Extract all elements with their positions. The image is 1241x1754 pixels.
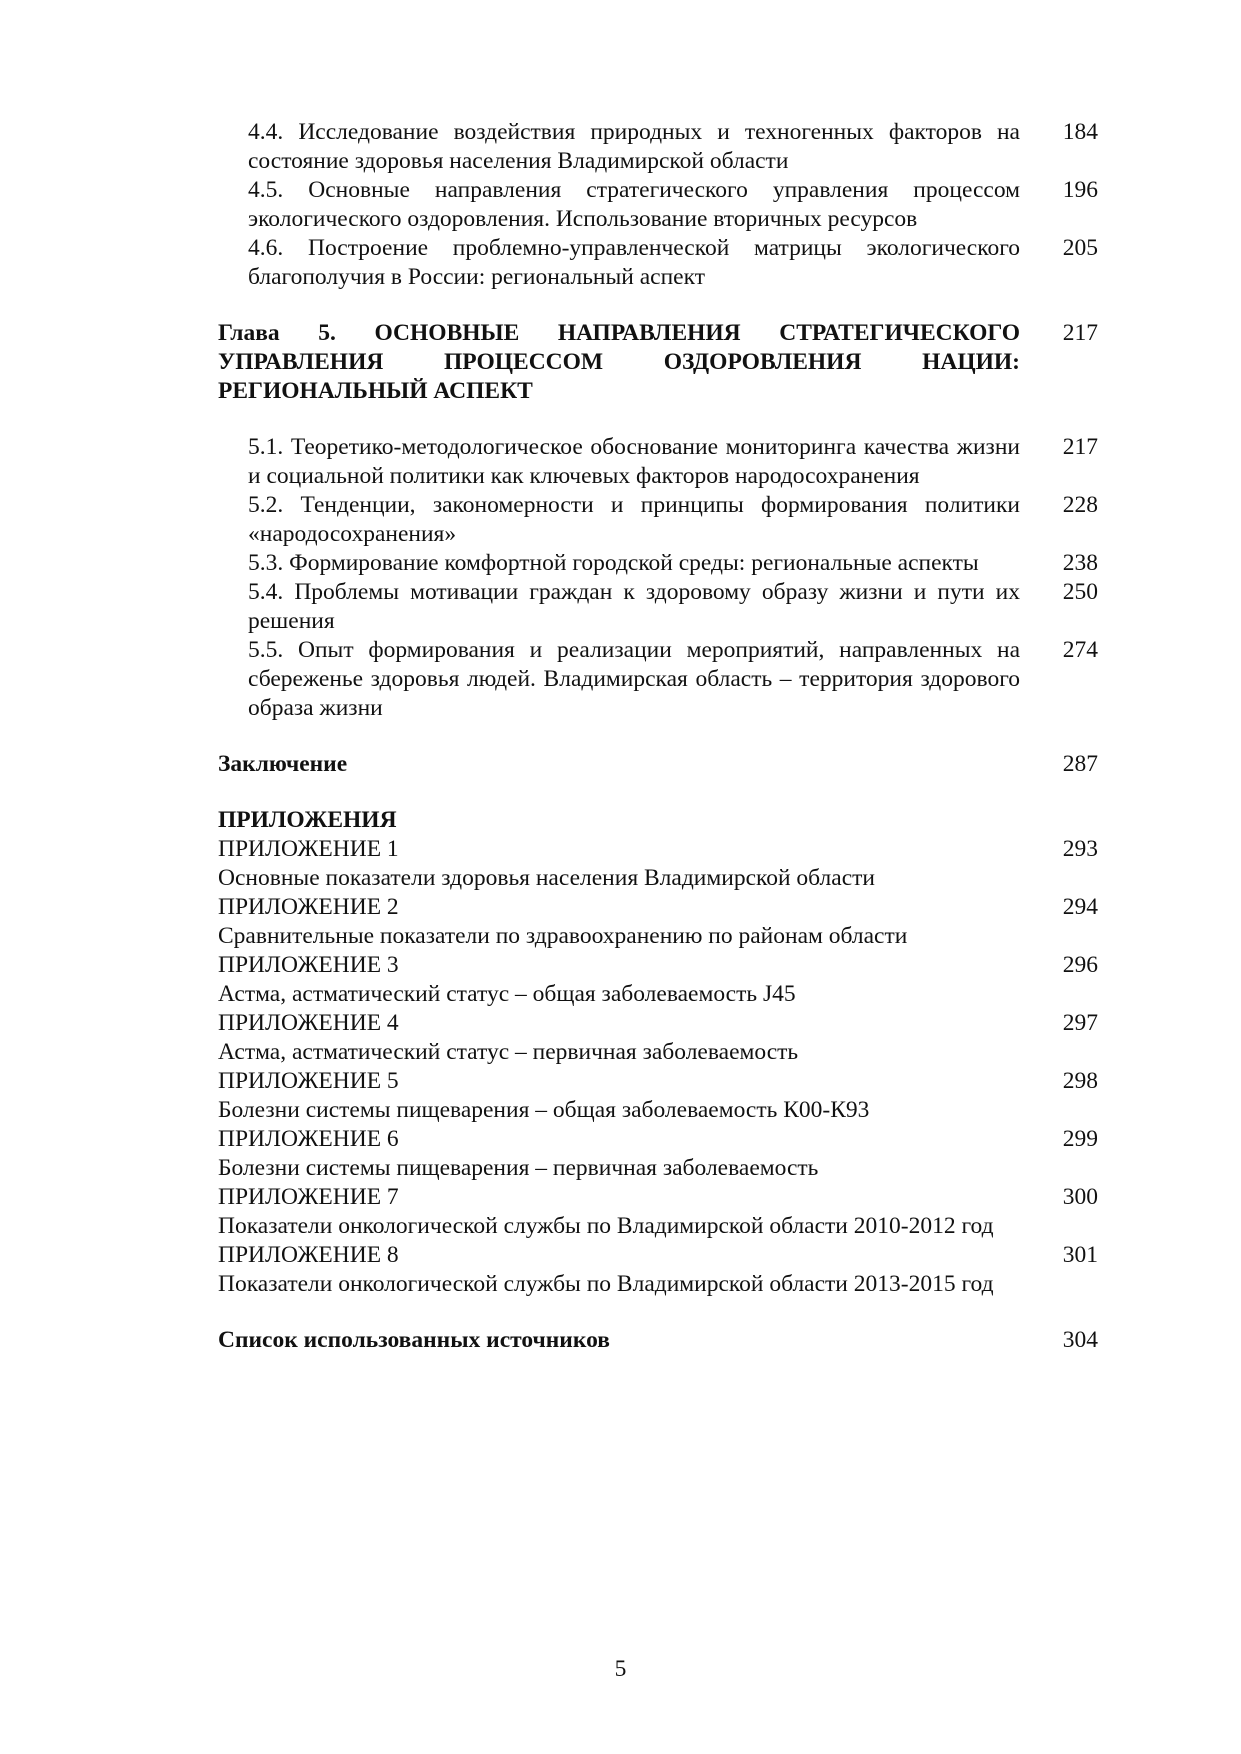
toc-entry-page: 217 — [1062, 320, 1098, 346]
sources-title: Список использованных источников — [218, 1327, 610, 1353]
conclusion-title: Заключение — [218, 751, 348, 777]
chapter-title: Глава 5. ОСНОВНЫЕ НАПРАВЛЕНИЯ СТРАТЕГИЧЕСКОГО УПРАВЛЕНИЯ ПРОЦЕССОМ ОЗДОРОВЛЕНИЯ НАЦИИ: РЕГИОНАЛЬНЫЙ АСПЕКТ — [218, 320, 1020, 404]
appendix-description: Показатели онкологической службы по Владимирской области 2010-2012 год — [218, 1213, 994, 1239]
toc-entry-5-1 — [218, 433, 1098, 491]
appendix-5-header — [218, 1067, 1098, 1096]
toc-entry-page: 228 — [1062, 492, 1098, 518]
appendix-1-header — [218, 835, 1098, 864]
toc-entry-5-5 — [218, 636, 1098, 723]
toc-entry-page: 301 — [1062, 1242, 1098, 1268]
toc-entry-title: 5.4. Проблемы мотивации граждан к здоровому образу жизни и пути их решения — [248, 579, 1020, 634]
appendix-4-header — [218, 1009, 1098, 1038]
appendix-label: ПРИЛОЖЕНИЕ 7 — [218, 1184, 399, 1210]
appendix-label: ПРИЛОЖЕНИЕ 3 — [218, 952, 399, 978]
toc-entry-page: 184 — [1062, 119, 1098, 145]
table-of-contents — [218, 118, 1098, 1355]
toc-entry-page: 250 — [1062, 579, 1098, 605]
toc-entry-title: 4.6. Построение проблемно-управленческой матрицы экологического благополучия в России: региональный аспект — [248, 235, 1020, 290]
appendices-title: ПРИЛОЖЕНИЯ — [218, 807, 397, 833]
toc-entry-4-6 — [218, 234, 1098, 292]
appendix-label: ПРИЛОЖЕНИЕ 5 — [218, 1068, 399, 1094]
appendix-label: ПРИЛОЖЕНИЕ 4 — [218, 1010, 399, 1036]
toc-entry-page: 299 — [1062, 1126, 1098, 1152]
toc-chapter-5 — [218, 319, 1098, 406]
toc-entry-4-5 — [218, 176, 1098, 234]
appendix-6-header — [218, 1125, 1098, 1154]
appendix-2-header — [218, 893, 1098, 922]
toc-entry-page: 304 — [1062, 1327, 1098, 1353]
toc-entry-page: 298 — [1062, 1068, 1098, 1094]
toc-entry-4-4 — [218, 118, 1098, 176]
appendix-description: Сравнительные показатели по здравоохранению по районам области — [218, 923, 908, 949]
appendix-label: ПРИЛОЖЕНИЕ 2 — [218, 894, 399, 920]
toc-entry-5-4 — [218, 578, 1098, 636]
appendix-description: Показатели онкологической службы по Владимирской области 2013-2015 год — [218, 1271, 994, 1297]
toc-entry-title: 4.4. Исследование воздействия природных и техногенных факторов на состояние здоровья населения Владимирской области — [248, 119, 1020, 174]
toc-entry-page: 274 — [1062, 637, 1098, 663]
toc-entry-page: 217 — [1062, 434, 1098, 460]
appendix-description: Болезни системы пищеварения – первичная заболеваемость — [218, 1155, 819, 1181]
appendix-description: Болезни системы пищеварения – общая заболеваемость К00-К93 — [218, 1097, 870, 1123]
appendix-description: Астма, астматический статус – первичная заболеваемость — [218, 1039, 799, 1065]
appendix-description: Астма, астматический статус – общая заболеваемость J45 — [218, 981, 796, 1007]
appendix-label: ПРИЛОЖЕНИЕ 1 — [218, 836, 399, 862]
toc-entry-title: 5.1. Теоретико-методологическое обоснование мониторинга качества жизни и социальной политики как ключевых факторов народосохранения — [248, 434, 1020, 489]
toc-entry-page: 300 — [1062, 1184, 1098, 1210]
toc-entry-page: 238 — [1062, 550, 1098, 576]
page-number: 5 — [614, 1656, 627, 1682]
toc-entry-title: 4.5. Основные направления стратегического управления процессом экологического оздоровления. Использование вторичных ресурсов — [248, 177, 1020, 232]
toc-conclusion — [218, 750, 1098, 779]
appendices-section — [218, 806, 1098, 1299]
toc-entry-page: 205 — [1062, 235, 1098, 261]
toc-entry-page: 293 — [1062, 836, 1098, 862]
toc-entry-5-2 — [218, 491, 1098, 549]
toc-entry-title: 5.2. Тенденции, закономерности и принципы формирования политики «народосохранения» — [248, 492, 1020, 547]
toc-entry-page: 296 — [1062, 952, 1098, 978]
toc-entry-page: 196 — [1062, 177, 1098, 203]
appendix-description: Основные показатели здоровья населения Владимирской области — [218, 865, 875, 891]
appendix-3-header — [218, 951, 1098, 980]
appendix-label: ПРИЛОЖЕНИЕ 6 — [218, 1126, 399, 1152]
toc-entry-5-3 — [218, 549, 1098, 578]
toc-entry-page: 297 — [1062, 1010, 1098, 1036]
toc-entry-title: 5.3. Формирование комфортной городской среды: региональные аспекты — [248, 550, 979, 576]
appendix-8-header — [218, 1241, 1098, 1270]
appendix-7-header — [218, 1183, 1098, 1212]
toc-entry-page: 294 — [1062, 894, 1098, 920]
toc-sources — [218, 1326, 1098, 1355]
toc-entry-page: 287 — [1062, 751, 1098, 777]
appendix-label: ПРИЛОЖЕНИЕ 8 — [218, 1242, 399, 1268]
toc-entry-title: 5.5. Опыт формирования и реализации мероприятий, направленных на сбереженье здоровья людей. Владимирская область – территория здорового образа жизни — [248, 637, 1020, 721]
